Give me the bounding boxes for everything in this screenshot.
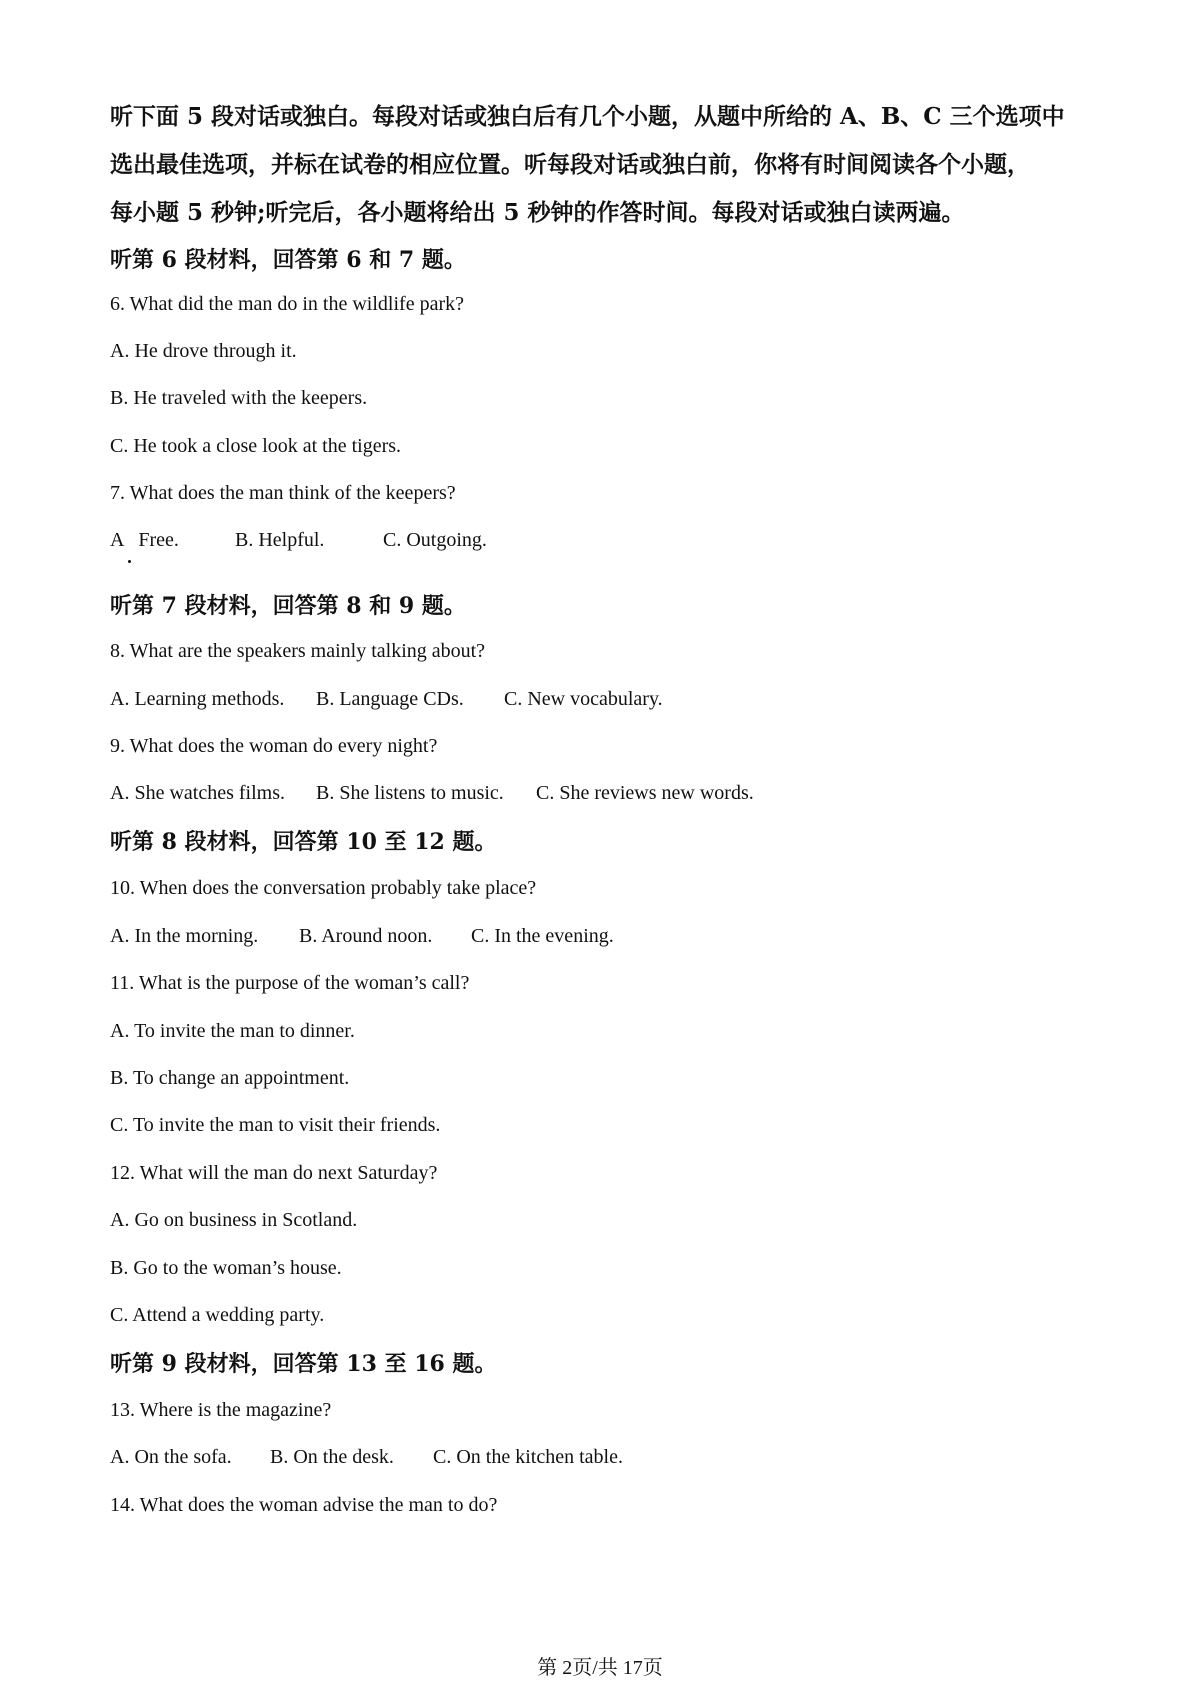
instructions-line-1: 听下面 5 段对话或独白。每段对话或独白后有几个小题，从题中所给的 A、B、C 三个选项中 [110, 103, 1065, 130]
question-7-option-c: C. Outgoing. [383, 529, 487, 551]
question-7: 7. What does the man think of the keepers? [110, 482, 456, 504]
question-10-option-a: A. In the morning. [110, 925, 259, 947]
question-9-option-b: B. She listens to music. [316, 782, 504, 804]
question-11-option-b: B. To change an appointment. [110, 1067, 350, 1089]
section-6-heading: 听第 6 段材料，回答第 6 和 7 题。 [110, 247, 466, 273]
question-8-option-b: B. Language CDs. [316, 688, 464, 710]
question-9-option-c: C. She reviews new words. [536, 782, 754, 804]
question-6-option-b: B. He traveled with the keepers. [110, 387, 368, 409]
instructions-line-3: 每小题 5 秒钟;听完后，各小题将给出 5 秒钟的作答时间。每段对话或独白读两遍。 [110, 199, 965, 226]
question-12-option-a: A. Go on business in Scotland. [110, 1209, 358, 1231]
question-7-option-b: B. Helpful. [235, 529, 325, 551]
question-7-option-a: A Free. [110, 529, 179, 551]
question-6: 6. What did the man do in the wildlife park? [110, 293, 464, 315]
question-9-option-a: A. She watches films. [110, 782, 285, 804]
question-6-option-c: C. He took a close look at the tigers. [110, 435, 402, 457]
instructions [110, 93, 1110, 237]
question-12: 12. What will the man do next Saturday? [110, 1162, 438, 1184]
question-8-option-a: A. Learning methods. [110, 688, 285, 710]
question-8-option-c: C. New vocabulary. [504, 688, 663, 710]
question-6-option-a: A. He drove through it. [110, 340, 297, 362]
question-11-option-c: C. To invite the man to visit their friends. [110, 1114, 441, 1136]
question-13: 13. Where is the magazine? [110, 1399, 332, 1421]
question-9: 9. What does the woman do every night? [110, 735, 438, 757]
question-11: 11. What is the purpose of the woman’s call? [110, 972, 470, 994]
question-13-option-c: C. On the kitchen table. [433, 1446, 623, 1468]
question-8-options [110, 688, 663, 711]
question-8: 8. What are the speakers mainly talking about? [110, 640, 486, 662]
section-8-heading: 听第 8 段材料，回答第 10 至 12 题。 [110, 829, 497, 855]
question-13-option-b: B. On the desk. [270, 1446, 394, 1468]
question-9-options [110, 782, 754, 805]
question-12-option-b: B. Go to the woman’s house. [110, 1257, 342, 1279]
section-9-heading: 听第 9 段材料，回答第 13 至 16 题。 [110, 1351, 497, 1377]
question-10-options [110, 925, 614, 948]
page-number-footer: 第 2页/共 17页 [537, 1657, 663, 1679]
question-10: 10. When does the conversation probably take place? [110, 877, 537, 899]
stray-dot-mark [128, 560, 131, 563]
question-11-option-a: A. To invite the man to dinner. [110, 1020, 355, 1042]
question-13-option-a: A. On the sofa. [110, 1446, 232, 1468]
section-7-heading: 听第 7 段材料，回答第 8 和 9 题。 [110, 593, 466, 619]
question-7-options [110, 529, 487, 552]
question-13-options [110, 1446, 623, 1469]
question-10-option-b: B. Around noon. [299, 925, 433, 947]
question-12-option-c: C. Attend a wedding party. [110, 1304, 325, 1326]
question-10-option-c: C. In the evening. [471, 925, 614, 947]
question-14: 14. What does the woman advise the man to do? [110, 1494, 498, 1516]
instructions-line-2: 选出最佳选项，并标在试卷的相应位置。听每段对话或独白前，你将有时间阅读各个小题， [110, 151, 1030, 178]
